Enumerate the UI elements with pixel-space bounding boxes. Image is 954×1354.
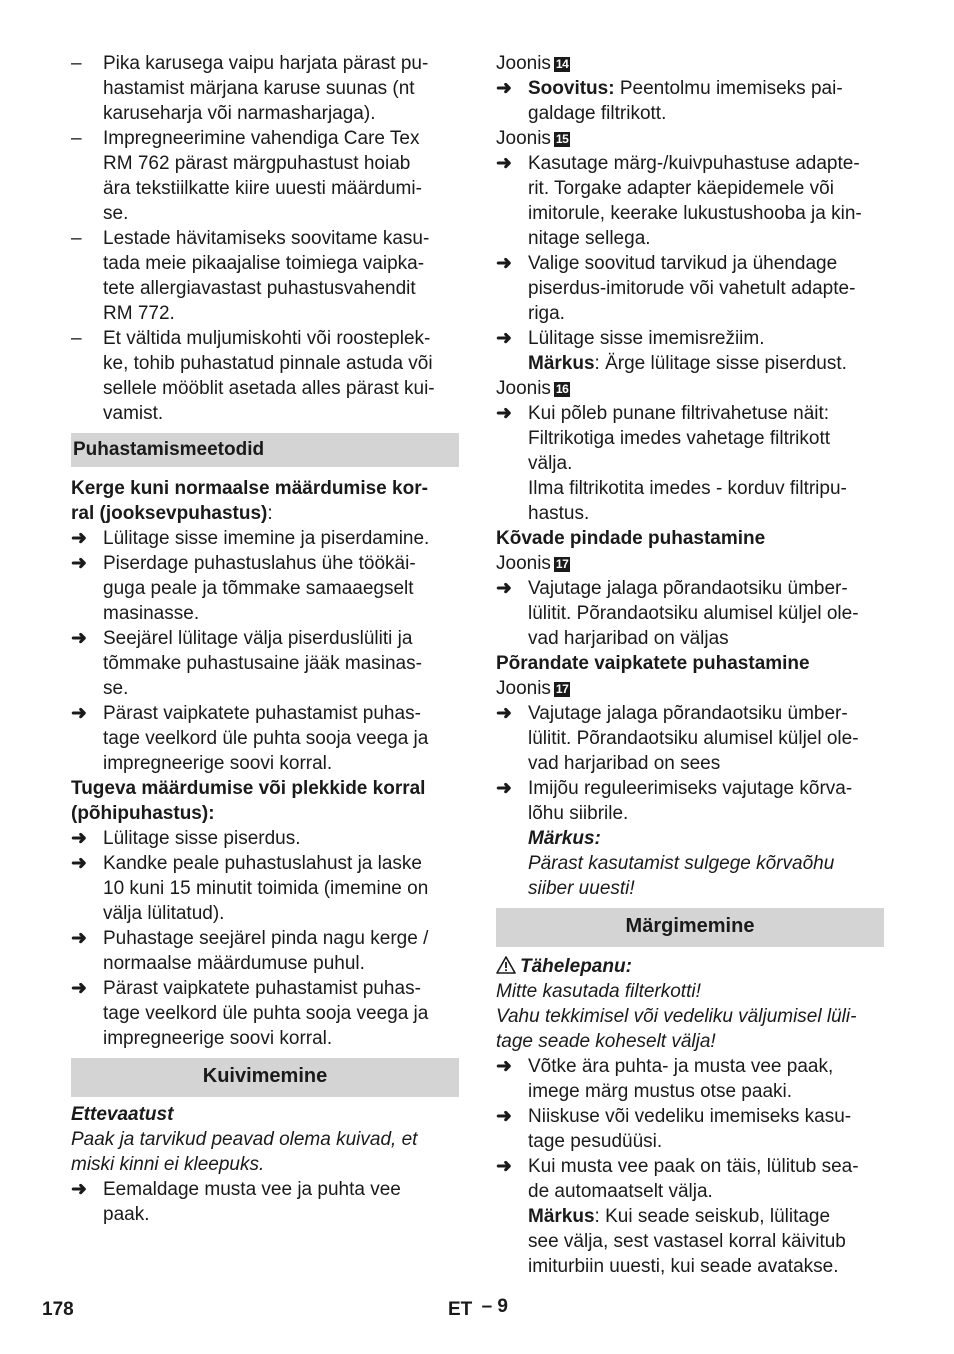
figure-ref-17b: Joonis 17 bbox=[496, 678, 569, 699]
figure-ref-14: Joonis 14 bbox=[496, 53, 569, 74]
item-line: tage veelkord üle puhta sooja veega ja bbox=[103, 728, 429, 749]
step-item bbox=[496, 251, 884, 326]
figure-number-badge: 17 bbox=[555, 557, 569, 571]
steps-list-fig16 bbox=[496, 401, 884, 476]
item-line: rit. Torgake adapter käepidemele või bbox=[528, 178, 834, 199]
dash-list-item bbox=[71, 326, 459, 426]
arrow-icon: ➜ bbox=[496, 328, 512, 349]
item-line: Et vältida muljumiskohti või roosteplek- bbox=[103, 328, 431, 349]
arrow-icon: ➜ bbox=[71, 528, 87, 549]
section-heading-kuivimemine: Kuivimemine bbox=[71, 1058, 459, 1097]
arrow-icon: ➜ bbox=[71, 853, 87, 874]
item-line: välja. bbox=[528, 453, 573, 474]
recommendation-step: ➜ Soovitus: Peentolmu imemiseks pai- galdage filtrikott. bbox=[496, 78, 843, 124]
arrow-icon: ➜ bbox=[496, 578, 512, 599]
item-line: tage pesudüüsi. bbox=[528, 1131, 663, 1152]
step-item bbox=[71, 851, 459, 926]
item-line: se. bbox=[103, 203, 129, 224]
item-line: Lülitage sisse imemisrežiim. bbox=[528, 328, 765, 349]
arrow-icon: ➜ bbox=[71, 703, 87, 724]
step-item bbox=[496, 401, 884, 476]
item-line: de automaatselt välja. bbox=[528, 1181, 713, 1202]
item-line: sellele mööblit asetada alles pärast kui- bbox=[103, 378, 435, 399]
item-line: imege märg mustus otse paaki. bbox=[528, 1081, 793, 1102]
item-line: Võtke ära puhta- ja musta vee paak, bbox=[528, 1056, 834, 1077]
item-line: Kandke peale puhastuslahust ja laske bbox=[103, 853, 423, 874]
dash-list bbox=[71, 51, 459, 426]
item-line: RM 762 pärast märgpuhastust hoiab bbox=[103, 153, 411, 174]
item-line: normaalse määrdumuse puhul. bbox=[103, 953, 365, 974]
arrow-icon: ➜ bbox=[496, 1056, 512, 1077]
item-line: Pika karusega vaipu harjata pärast pu- bbox=[103, 53, 429, 74]
item-line: nitage sellega. bbox=[528, 228, 651, 249]
dash-list-item bbox=[71, 226, 459, 326]
arrow-icon: ➜ bbox=[71, 928, 87, 949]
item-line: vad harjaribad on väljas bbox=[528, 628, 729, 649]
item-line: tada meie pikaajalise toimiega vaipka- bbox=[103, 253, 425, 274]
warning-text: Mitte kasutada filterkotti! Vahu tekkimisel või vedeliku väljumisel lüli- tage seade koheselt välja! bbox=[496, 981, 857, 1052]
item-line: guga peale ja tõmmake samaaegselt bbox=[103, 578, 414, 599]
item-line: Lestade hävitamiseks soovitame kasu- bbox=[103, 228, 430, 249]
subheading-tugeva: Tugeva määrdumise või plekkide korral (põhipuhastus): bbox=[71, 778, 426, 824]
arrow-icon: ➜ bbox=[496, 1106, 512, 1127]
item-line: Vajutage jalaga põrandaotsiku ümber- bbox=[528, 578, 848, 599]
item-line: tage veelkord üle puhta sooja veega ja bbox=[103, 1003, 429, 1024]
left-column bbox=[71, 51, 459, 1227]
step-item bbox=[496, 701, 884, 776]
item-line: Kui musta vee paak on täis, lülitub sea- bbox=[528, 1156, 859, 1177]
dash-bullet: – bbox=[71, 128, 82, 149]
item-line: hastamist märjana karuse suunas (nt bbox=[103, 78, 415, 99]
item-line: impregneerige soovi korral. bbox=[103, 1028, 333, 1049]
item-line: impregneerige soovi korral. bbox=[103, 753, 333, 774]
warning-icon bbox=[496, 954, 520, 979]
item-line: vad harjaribad on sees bbox=[528, 753, 721, 774]
item-line: masinasse. bbox=[103, 603, 200, 624]
item-line: Pärast vaipkatete puhastamist puhas- bbox=[103, 703, 421, 724]
dash-bullet: – bbox=[71, 53, 82, 74]
item-line: Imijõu reguleerimiseks vajutage kõrva- bbox=[528, 778, 853, 799]
step-item bbox=[496, 1054, 884, 1104]
step-item bbox=[71, 1177, 459, 1227]
item-line: Pärast vaipkatete puhastamist puhas- bbox=[103, 978, 421, 999]
item-line: Vajutage jalaga põrandaotsiku ümber- bbox=[528, 703, 848, 724]
footer-language: ET – 9 bbox=[448, 1296, 508, 1320]
step-item bbox=[496, 1104, 884, 1154]
arrow-icon: ➜ bbox=[496, 78, 512, 99]
arrow-icon: ➜ bbox=[71, 628, 87, 649]
subheading-porandate: Põrandate vaipkatete puhastamine bbox=[496, 653, 810, 674]
arrow-icon: ➜ bbox=[71, 978, 87, 999]
caution-text: Paak ja tarvikud peavad olema kuivad, et miski kinni ei kleepuks. bbox=[71, 1129, 418, 1175]
item-line: karuseharja või narmasharjaga). bbox=[103, 103, 376, 124]
item-line: Valige soovitud tarvikud ja ühendage bbox=[528, 253, 838, 274]
dash-bullet: – bbox=[71, 328, 82, 349]
item-line: lülitit. Põrandaotsiku alumisel küljel ole- bbox=[528, 728, 859, 749]
item-line: ke, tohib puhastatud pinnale astuda või bbox=[103, 353, 433, 374]
steps-list-kovade bbox=[496, 576, 884, 651]
arrow-icon: ➜ bbox=[496, 1156, 512, 1177]
dash-bullet: – bbox=[71, 228, 82, 249]
item-line: ära tekstiilkatte kiire uuesti määrdumi- bbox=[103, 178, 422, 199]
step-item bbox=[496, 776, 884, 826]
figure-ref-15: Joonis 15 bbox=[496, 128, 569, 149]
item-line: riga. bbox=[528, 303, 565, 324]
item-line: Puhastage seejärel pinda nagu kerge / bbox=[103, 928, 429, 949]
figure-ref-16: Joonis 16 bbox=[496, 378, 569, 399]
step-item bbox=[71, 826, 459, 851]
arrow-icon: ➜ bbox=[496, 778, 512, 799]
steps-list-porandate bbox=[496, 701, 884, 826]
arrow-icon: ➜ bbox=[496, 153, 512, 174]
dash-list-item bbox=[71, 126, 459, 226]
dash-list-item bbox=[71, 51, 459, 126]
item-line: piserdus-imitorude või vahetult adapte- bbox=[528, 278, 856, 299]
item-line: imitorule, keerake lukustushooba ja kin- bbox=[528, 203, 862, 224]
step-item bbox=[71, 926, 459, 976]
step-item bbox=[71, 626, 459, 701]
figure-number-badge: 14 bbox=[555, 57, 569, 71]
arrow-icon: ➜ bbox=[496, 703, 512, 724]
figure-number-badge: 15 bbox=[555, 132, 569, 146]
item-line: lõhu siibrile. bbox=[528, 803, 629, 824]
arrow-icon: ➜ bbox=[496, 253, 512, 274]
step-item bbox=[496, 1154, 884, 1204]
step-item bbox=[71, 526, 459, 551]
item-line: RM 772. bbox=[103, 303, 175, 324]
item-line: tete allergiavastast puhastusvahendit bbox=[103, 278, 416, 299]
item-line: välja lülitatud). bbox=[103, 903, 225, 924]
item-line: tõmmake puhastusaine jääk masinas- bbox=[103, 653, 422, 674]
caution-title: Ettevaatust bbox=[71, 1104, 174, 1125]
figure-number-badge: 17 bbox=[555, 682, 569, 696]
arrow-icon: ➜ bbox=[71, 553, 87, 574]
step-item bbox=[71, 551, 459, 626]
subheading-kerge: Kerge kuni normaalse määrdumise kor- ral (jooksevpuhastus): bbox=[71, 478, 428, 524]
page-number: 178 bbox=[42, 1299, 74, 1320]
arrow-icon: ➜ bbox=[71, 1179, 87, 1200]
step-item bbox=[71, 976, 459, 1051]
item-line: paak. bbox=[103, 1204, 150, 1225]
warning-title: Tähelepanu: bbox=[496, 954, 884, 979]
item-line: Niiskuse või vedeliku imemiseks kasu- bbox=[528, 1106, 852, 1127]
footer-subpage: – 9 bbox=[481, 1296, 508, 1317]
item-line: Filtrikotiga imedes vahetage filtrikott bbox=[528, 428, 831, 449]
item-line: 10 kuni 15 minutit toimida (imemine on bbox=[103, 878, 429, 899]
item-line: Eemaldage musta vee ja puhta vee bbox=[103, 1179, 401, 1200]
note-italic-text: Pärast kasutamist sulgege kõrvaõhu siiber uuesti! bbox=[528, 853, 835, 899]
arrow-icon: ➜ bbox=[496, 403, 512, 424]
steps-list-fig15 bbox=[496, 151, 884, 351]
item-line: Seejärel lülitage välja piserduslüliti ja bbox=[103, 628, 413, 649]
item-line: Kui põleb punane filtrivahetuse näit: bbox=[528, 403, 830, 424]
steps-list-margimemine bbox=[496, 1054, 884, 1204]
step-item bbox=[496, 151, 884, 251]
step-item bbox=[496, 576, 884, 651]
subheading-kovade: Kõvade pindade puhastamine bbox=[496, 528, 766, 549]
item-line: Impregneerimine vahendiga Care Tex bbox=[103, 128, 420, 149]
step-item bbox=[496, 326, 884, 351]
note-margimemine: Märkus: Kui seade seiskub, lülitage see välja, sest vastasel korral käivitub imiturbiin uuesti, kui seade avatakse. bbox=[528, 1206, 846, 1277]
item-line: se. bbox=[103, 678, 129, 699]
section-heading-puhastamismeetodid: Puhastamismeetodid bbox=[71, 433, 459, 467]
item-line: Lülitage sisse piserdus. bbox=[103, 828, 301, 849]
figure-number-badge: 16 bbox=[555, 382, 569, 396]
item-line: vamist. bbox=[103, 403, 164, 424]
right-column bbox=[496, 51, 884, 1279]
step-item bbox=[71, 701, 459, 776]
item-line: Lülitage sisse imemine ja piserdamine. bbox=[103, 528, 430, 549]
arrow-icon: ➜ bbox=[71, 828, 87, 849]
steps-list-kuivimemine bbox=[71, 1177, 459, 1227]
note-fig15: Märkus: Ärge lülitage sisse piserdust. bbox=[528, 353, 847, 374]
figure-ref-17a: Joonis 17 bbox=[496, 553, 569, 574]
item-line: lülitit. Põrandaotsiku alumisel küljel ole- bbox=[528, 603, 859, 624]
steps-list-tugeva bbox=[71, 826, 459, 1051]
note-ilma: Ilma filtrikotita imedes - korduv filtripu- hastus. bbox=[528, 478, 847, 524]
steps-list-kerge bbox=[71, 526, 459, 776]
item-line: Kasutage märg-/kuivpuhastuse adapte- bbox=[528, 153, 860, 174]
note-italic-title: Märkus: bbox=[528, 828, 601, 849]
section-heading-margimemine: Märgimemine bbox=[496, 908, 884, 947]
item-line: Piserdage puhastuslahus ühe töökäi- bbox=[103, 553, 416, 574]
